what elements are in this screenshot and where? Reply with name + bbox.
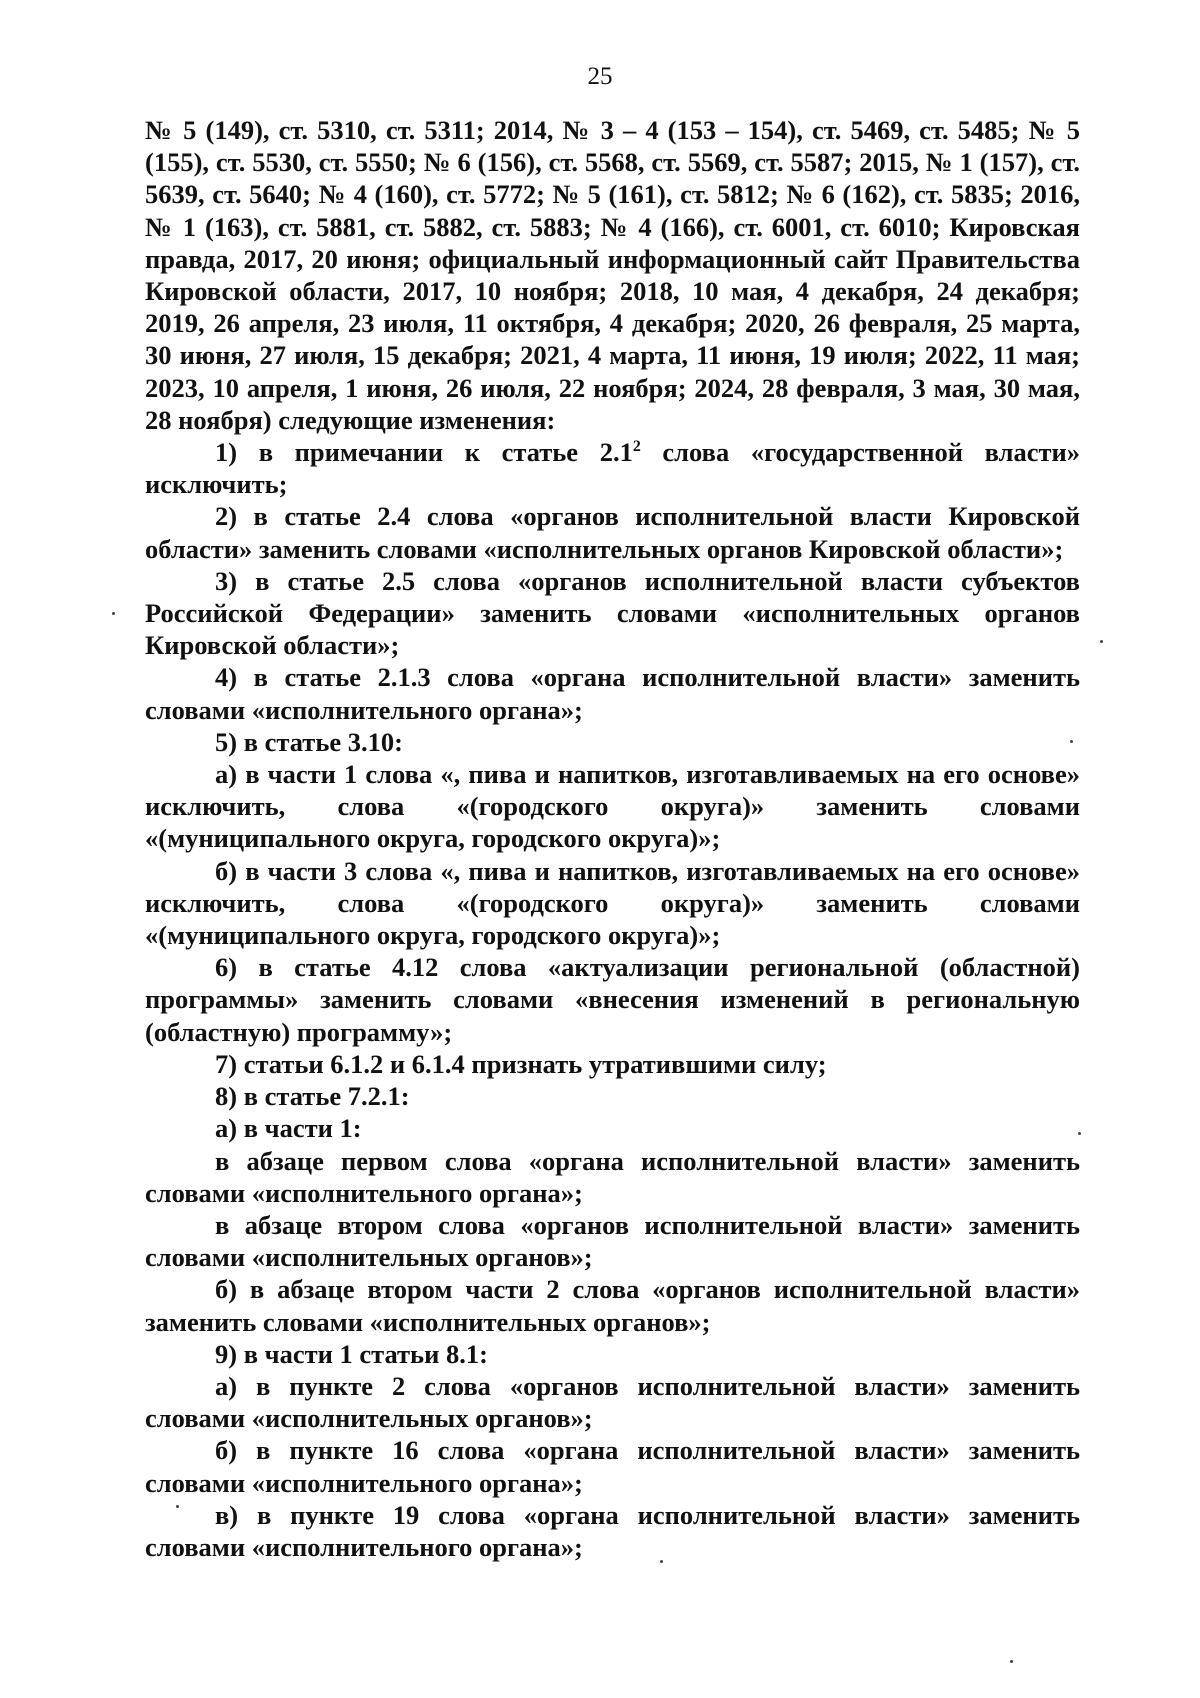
paragraph-item-9a: а) в пункте 2 слова «органов исполнительной власти» заменить словами «исполнительных органов»; — [145, 1370, 1080, 1434]
scan-speck — [1078, 1132, 1081, 1135]
paragraph-item-5: 5) в статье 3.10: — [215, 726, 403, 757]
paragraph-item-8a-2: в абзаце втором слова «органов исполнительной власти» заменить словами «исполнительных органов»; — [145, 1209, 1080, 1273]
paragraph-item-7: 7) статьи 6.1.2 и 6.1.4 признать утратившими силу; — [215, 1048, 827, 1079]
paragraph-item-1-text: 1) в примечании к статье 2.1 — [215, 437, 633, 468]
paragraph-item-5b: б) в части 3 слова «, пива и напитков, изготавливаемых на его основе» исключить, слова «(городского округа)» заменить словами «(муниципального округа, городского округа)»; — [145, 855, 1080, 951]
paragraph-item-2: 2) в статье 2.4 слова «органов исполнительной власти Кировской области» заменить словами «исполнительных органов Кировской области»; — [145, 501, 1080, 564]
paragraph-sources: № 5 (149), ст. 5310, ст. 5311; 2014, № 3 – 4 (153 – 154), ст. 5469, ст. 5485; № 5 (155), ст. 5530, ст. 5550; № 6 (156), ст. 5568, ст. 5569, ст. 5587; 2015, № 1 (157), ст. 5639, ст. 5640; № 4 (160), ст. 5772; № 5 (161), ст. 5812; № 6 (162), ст. 5835; 2016, № 1 (163), ст. 5881, ст. 5882, ст. 5883; № 4 (166), ст. 6001, ст. 6010; Кировская правда, 2017, 20 июня; официальный информационный сайт Правительства Кировской области, 2017, 10 ноября; 2018, 10 мая, 4 декабря, 24 декабря; 2019, 26 апреля, 23 июля, 11 октября, 4 декабря; 2020, 26 февраля, 25 марта, 30 июня, 27 июля, 15 декабря; 2021, 4 марта, 11 июня, 19 июля; 2022, 11 мая; 2023, 10 апреля, 1 июня, 26 июля, 22 ноября; 2024, 28 февраля, 3 мая, 30 мая, 28 ноября) следующие изменения: — [145, 115, 1080, 435]
scan-speck — [1070, 740, 1073, 743]
superscript: 2 — [632, 438, 641, 456]
paragraph-item-4: 4) в статье 2.1.3 слова «органа исполнительной власти» заменить словами «исполнительного органа»; — [145, 662, 1080, 725]
document-body — [145, 114, 1080, 1563]
paragraph-item-8b: б) в абзаце втором части 2 слова «органов исполнительной власти» заменить словами «исполнительных органов»; — [145, 1274, 1080, 1337]
scan-speck — [176, 1505, 179, 1508]
scan-speck — [112, 612, 115, 615]
scan-speck — [1010, 1660, 1013, 1663]
paragraph-item-8a: а) в части 1: — [215, 1113, 362, 1144]
paragraph-item-3: 3) в статье 2.5 слова «органов исполнительной власти субъектов Российской Федерации» заменить словами «исполнительных органов Кировской области»; — [145, 565, 1080, 661]
paragraph-item-9c: в) в пункте 19 слова «органа исполнительной власти» заменить словами «исполнительного органа»; — [145, 1499, 1080, 1562]
paragraph-item-6: 6) в статье 4.12 слова «актуализации региональной (областной) программы» заменить словами «внесения изменений в региональную (областную) программу»; — [145, 952, 1080, 1047]
scan-speck — [1100, 640, 1103, 643]
paragraph-item-1 — [145, 436, 1080, 500]
paragraph-item-5a: а) в части 1 слова «, пива и напитков, изготавливаемых на его основе» исключить, слова «(городского округа)» заменить словами «(муниципального округа, городского округа)»; — [145, 759, 1080, 854]
paragraph-item-1-text-end: слова «государственной власти» исключить; — [145, 437, 1080, 500]
paragraph-item-9: 9) в части 1 статьи 8.1: — [215, 1338, 488, 1369]
paragraph-item-9b: б) в пункте 16 слова «органа исполнительной власти» заменить словами «исполнительного органа»; — [145, 1435, 1080, 1498]
page-number: 25 — [587, 63, 613, 90]
paragraph-item-8: 8) в статье 7.2.1: — [215, 1081, 410, 1112]
paragraph-item-8a-1: в абзаце первом слова «органа исполнительной власти» заменить словами «исполнительного органа»; — [145, 1145, 1080, 1208]
scan-speck — [660, 1560, 663, 1563]
